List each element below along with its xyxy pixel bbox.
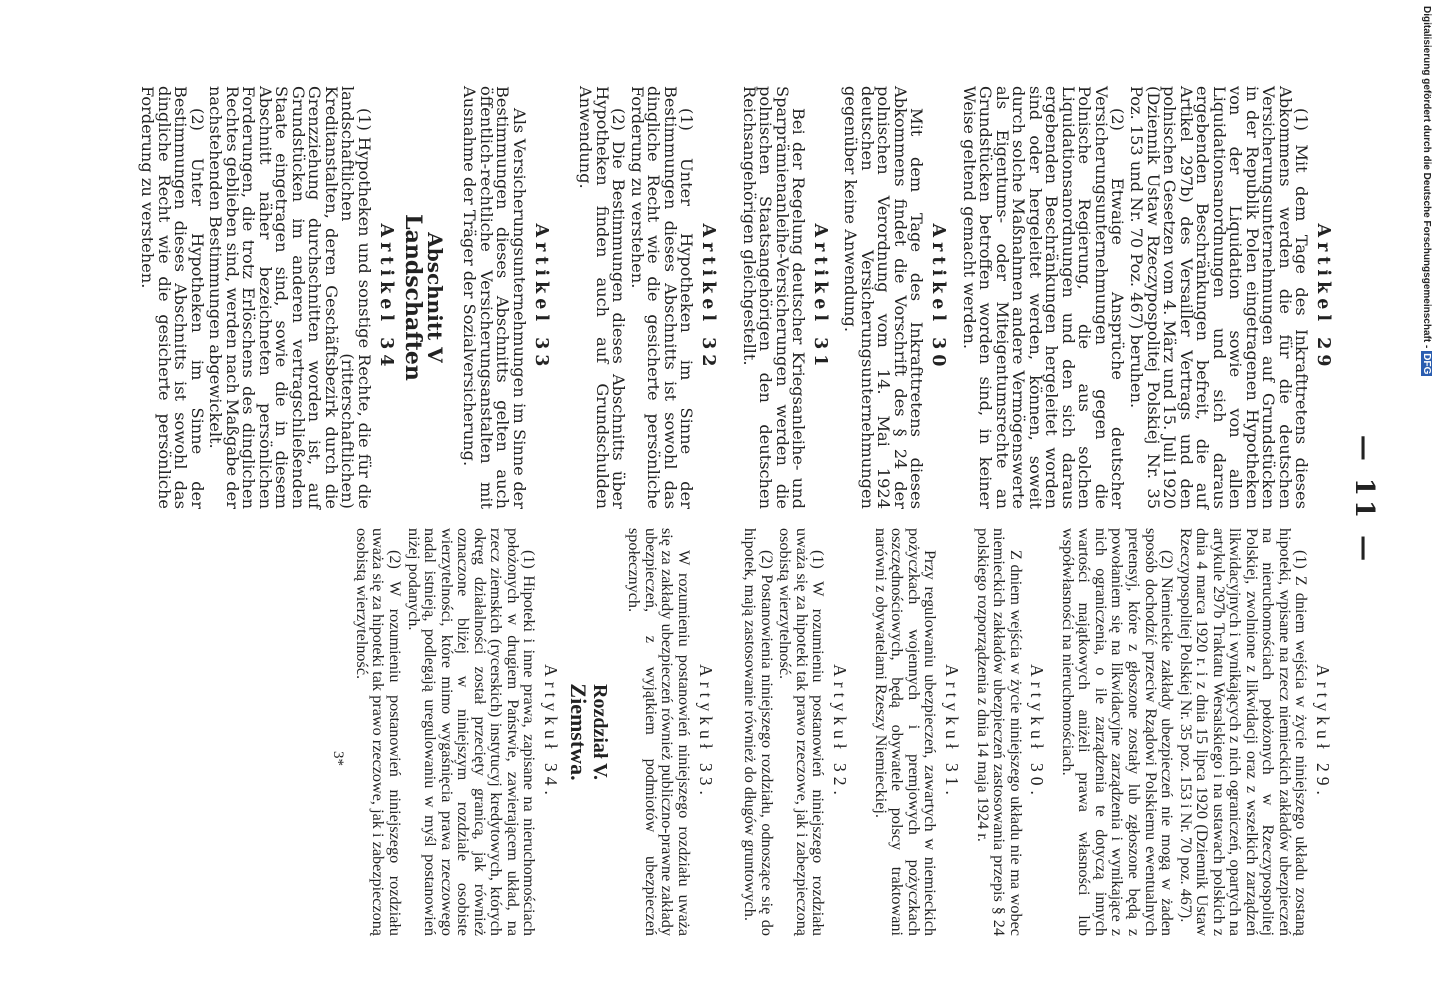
article-31-title-pl: Artykuł 31. bbox=[942, 664, 963, 800]
section-heading-de: Abschnitt V bbox=[422, 232, 447, 363]
section-heading-pl: Rozdział V. bbox=[588, 684, 611, 780]
article-32-paragraph-1-pl: (1) W rozumieniu postanowień niniejszego rozdziału uważa się za hipoteki tak prawo rzeczowe, jak i zabezpieczoną osobistą wierzytelność. bbox=[776, 528, 828, 936]
article-32-paragraph-2-de: (2) Die Bestimmungen dieses Abschnitts über Hypotheken finden auch auf Grundschulden Anwendung. bbox=[576, 86, 629, 509]
article-29-paragraph-2-de: (2) Etwaige Ansprüche deutscher Versicherungsunternehmungen gegen die Polnische Regierung, die aus solchen Liquidationsanordnungen und den sich daraus ergebenden Beschränkungen hergeleitet worden sind oder hergeleitet werden, können, soweit durch solche Maßnahmen andere Vermögenswerte als Eigentums- oder Miteigentumsrechte an Grundstücken betroffen worden sind, in keiner Weise geltend gemacht werden. bbox=[959, 86, 1128, 509]
article-31-title-de: Artikel 31 bbox=[809, 223, 830, 372]
article-34-title-pl: Artykuł 34. bbox=[540, 664, 561, 800]
article-30-title-de: Artikel 30 bbox=[928, 223, 949, 372]
german-column bbox=[137, 86, 1339, 509]
credit-text: Digitalisierung gefördert durch die Deutsche Forschungsgemeinschaft - bbox=[1421, 6, 1432, 349]
dfg-logo-badge: DFG bbox=[1421, 353, 1432, 375]
signature-mark: 3* bbox=[330, 751, 347, 766]
article-34-title-de: Artikel 34 bbox=[375, 223, 396, 372]
article-33-paragraph-de: Als Versicherungsunternehmungen im Sinne der Bestimmungen dieses Abschnitts gelten auch öffentlich-rechtliche Versicherungsanstalten mit Ausnahme der Träger der Sozialversicherung. bbox=[460, 86, 529, 509]
article-33-paragraph-pl: W rozumieniu postanowień niniejszego rozdziału uważa się za zakłady ubezpieczeń również publiczno-prawne zakłady ubezpieczeń, z wyjątkiem podmiotów ubezpieczeń społecznych. bbox=[625, 528, 693, 936]
article-34-paragraph-1-pl: (1) Hipoteki i inne prawa, zapisane na nieruchomościach położonych w drugiem Państwie, zawierającem układ, na rzecz ziemskich (rycerskich) instytucyj kredytowych, których okręg działalności został przecięty granicą, jak również oznaczone bliżej w niniejszym rozdziale osobiste wierzytelności, które mimo wygaśnięcia prawa rzeczowego nadal istnieją, podlegają uregulowaniu w myśl postanowień niżej podanych. bbox=[404, 528, 539, 936]
section-title-pl: Ziemstwa. bbox=[566, 683, 592, 781]
article-32-title-de: Artikel 32 bbox=[698, 223, 718, 372]
article-32-paragraph-2-pl: (2) Postanowienia niniejszego rozdziału, odnoszące się do hipotek, mają zastosowanie również do długów gruntowych. bbox=[741, 528, 776, 936]
polish-column bbox=[330, 528, 1339, 936]
page-number: — 11 — bbox=[1349, 434, 1379, 566]
article-34-paragraph-2-de: (2) Unter Hypotheken im Sinne der Bestimmungen dieses Abschnitts ist sowohl das dingliche Recht wie die gesicherte persönliche Forderung zu verstehen. bbox=[138, 86, 207, 509]
article-34-paragraph-2-pl: (2) W rozumieniu postanowień niniejszego rozdziału uważa się za hipoteki tak prawo rzeczowe, jak i zabezpieczoną osobistą wierzytelność. bbox=[352, 528, 404, 936]
section-title-de: Landschaften bbox=[400, 214, 427, 381]
article-31-paragraph-de: Bei der Regelung deutscher Kriegsanleihe- und Sparprämienanleihe-Versicherungen werden die polnischen Staatsangehörigen den deutschen Reichsangehörigen gleichgestellt. bbox=[739, 86, 809, 509]
article-33-title-pl: Artykuł 33. bbox=[695, 664, 716, 800]
article-29-paragraph-1-pl: (1) Z dniem wejścia w życie niniejszego układu zostaną hipoteki, wpisane na rzecz niemieckich zakładów ubezpieczeń na nieruchomościach położonych w Rzeczypospolitej Polskiej, zwolnione z likwidacji oraz z wszelkich zarządzeń likwidacyjnych i wynikających z nich ograniczeń, opartych na artykule 297b Traktatu Wersalskiego i na ustawach polskich z dnia 4 marca 1920 r. i z dnia 15 lipca 1920 (Dziennik Ustaw Rzeczypospolitej Polskiej Nr. 35 poz. 153 i Nr. 70 poz. 467). bbox=[1176, 528, 1311, 936]
article-32-paragraph-1-de: (1) Unter Hypotheken im Sinne der Bestimmungen dieses Abschnitts ist sowohl das dingliche Recht wie die gesicherte persönliche Forderung zu verstehen. bbox=[627, 86, 697, 509]
article-32-title-pl: Artykuł 32. bbox=[830, 664, 851, 800]
article-30-paragraph-de: Mit dem Tage des Inkrafttretens dieses Abkommens findet die Vorschrift des § 24 der polnischen Verordnung vom 14. Mai 1924 deutschen Versicherungsunternehmungen gegenüber keine Anwendung. bbox=[841, 86, 927, 509]
article-30-title-pl: Artykuł 30. bbox=[1027, 664, 1048, 800]
article-29-title-pl: Artykuł 29. bbox=[1313, 664, 1333, 800]
dfg-credit bbox=[1418, 6, 1434, 996]
article-34-paragraph-1-de: (1) Hypotheken und sonstige Rechte, die für die landschaftlichen (ritterschaftlichen) Kreditanstalten, deren Geschäftsbezirk durch die Grenzziehung durchschnitten worden ist, auf Grundstücken im anderen vertragschließenden Staate eingetragen sind, sowie die in diesem Abschnitt näher bezeichneten persönlichen Forderungen, die trotz Erlöschens des dinglichen Rechtes geblieben sind, werden nach Maßgabe der nachstehenden Bestimmungen abgewickelt. bbox=[206, 86, 374, 509]
article-29-title-de: Artikel 29 bbox=[1313, 223, 1333, 372]
article-33-title-de: Artikel 33 bbox=[530, 223, 551, 372]
article-30-paragraph-pl: Z dniem wejścia w życie niniejszego układu nie ma wobec niemieckich zakładów ubezpieczeń zastosowania przepis § 24 polskiego rozporządzenia z dnia 14 maja 1924 r. bbox=[973, 528, 1025, 936]
article-29-paragraph-2-pl: (2) Niemieckie zakłady ubezpieczeń nie mogą w żaden sposób dochodzić przeciw Rządowi Polskiemu ewentualnych pretensyj, które z głoszone zostały lub zgłoszone będą z powołaniem się na likwidacyjne zarządzenia i wynikające z nich ograniczenia, o ile zarządzenia te dotyczą innych wartości majątkowych aniżeli prawa własności lub współwłasności na nieruchomościach. bbox=[1058, 528, 1177, 936]
article-31-paragraph-pl: Przy regulowaniu ubezpieczeń, zawartych w niemieckich pożyczkach wojennych i premjowych pożyczkach oszczędnościowych, będą obywatele polscy traktowani narówni z obywatelami Rzeszy Niemieckiej. bbox=[871, 528, 940, 936]
article-29-paragraph-1-de: (1) Mit dem Tage des Inkrafttretens dieses Abkommens werden die für die deutschen Versicherungsunternehmungen auf Grundstücken in der Republik Polen eingetragenen Hypotheken von der Liquidation sowie von allen Liquidationsanordnungen und sich daraus ergebenden Beschränkungen befreit, die auf Artikel 297b) des Versailler Vertrags und den polnischen Gesetzen vom 4. März und 15. Juli 1920 (Dziennik Ustaw Rzeczypospolitej Polskiej Nr. 35 Poz. 153 und Nr. 70 Poz. 467) beruhen. bbox=[1127, 86, 1312, 509]
